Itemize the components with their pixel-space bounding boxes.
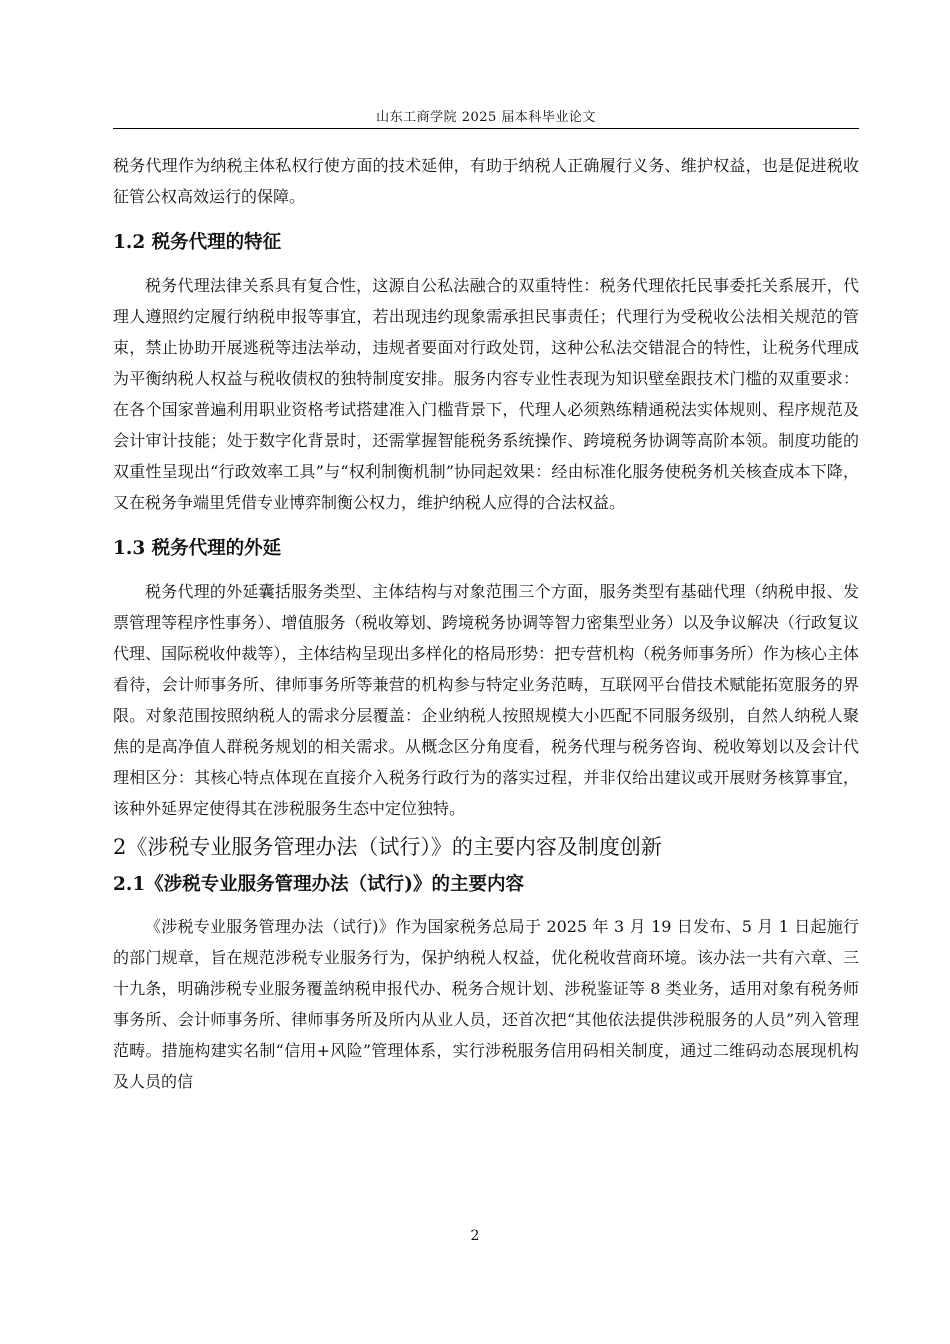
section-1-2-paragraph: 税务代理法律关系具有复合性，这源自公私法融合的双重特性：税务代理依托民事委托关系展开，代理人遵照约定履行纳税申报等事宜，若出现违约现象需承担民事责任；代理行为受税收公法相关规范的管束，禁止协助开展逃税等违法举动，违规者要面对行政处罚，这种公私法交错混合的特性，让税务代理成为平衡纳税人权益与税收债权的独特制度安排。服务内容专业性表现为知识壁垒跟技术门槛的双重要求：在各个国家普遍利用职业资格考试搭建准入门槛背景下，代理人必须熟练精通税法实体规则、程序规范及会计审计技能；处于数字化背景时，还需掌握智能税务系统操作、跨境税务协调等高阶本领。制度功能的双重性呈现出“行政效率工具”与“权利制衡机制”协同起效果：经由标准化服务使税务机关核查成本下降，又在税务争端里凭借专业博弈制衡公权力，维护纳税人应得的合法权益。 [113, 276, 859, 512]
header-rule [113, 128, 859, 129]
section-heading-2-1: 2.1《涉税专业服务管理办法（试行)》的主要内容 [113, 874, 524, 895]
section-2-1-paragraph: 《涉税专业服务管理办法（试行)》作为国家税务总局于 2025 年 3 月 19 日发布、5 月 1 日起施行的部门规章，旨在规范涉税专业服务行为，保护纳税人权益，优化税收营商环境。该办法一共有六章、三十九条，明确涉税专业服务覆盖纳税申报代办、税务合规计划、涉税鉴证等 8 类业务，适用对象有税务师事务所、会计师事务所、律师事务所及所内从业人员，还首次把“其他依法提供涉税服务的人员”列入管理范畴。措施构建实名制“信用+风险”管理体系，实行涉税服务信用码相关制度，通过二维码动态展现机构及人员的信 [113, 917, 859, 1091]
section-1-3-paragraph: 税务代理的外延囊括服务类型、主体结构与对象范围三个方面，服务类型有基础代理（纳税申报、发票管理等程序性事务）、增值服务（税收筹划、跨境税务协调等智力密集型业务）以及争议解决（行政复议代理、国际税收仲裁等），主体结构呈现出多样化的格局形势：把专营机构（税务师事务所）作为核心主体看待，会计师事务所、律师事务所等兼营的机构参与特定业务范畴，互联网平台借技术赋能拓宽服务的界限。对象范围按照纳税人的需求分层覆盖：企业纳税人按照规模大小匹配不同服务级别，自然人纳税人聚焦的是高净值人群税务规划的相关需求。从概念区分角度看，税务代理与税务咨询、税收筹划以及会计代理相区分：其核心特点体现在直接介入税务行政行为的落实过程，并非仅给出建议或开展财务核算事宜，该种外延界定使得其在涉税服务生态中定位独特。 [113, 582, 859, 818]
running-header: 山东工商学院 2025 届本科毕业论文 [376, 110, 596, 125]
section-heading-1-3: 1.3 税务代理的外延 [113, 538, 282, 559]
page-number: 2 [470, 1228, 480, 1244]
intro-paragraph: 税务代理作为纳税主体私权行使方面的技术延伸，有助于纳税人正确履行义务、维护权益，也是促进税收征管公权高效运行的保障。 [113, 156, 859, 206]
section-heading-1-2: 1.2 税务代理的特征 [113, 232, 282, 253]
document-body [113, 150, 859, 1097]
chapter-heading-2: 2《涉税专业服务管理办法（试行）》的主要内容及制度创新 [113, 835, 662, 859]
